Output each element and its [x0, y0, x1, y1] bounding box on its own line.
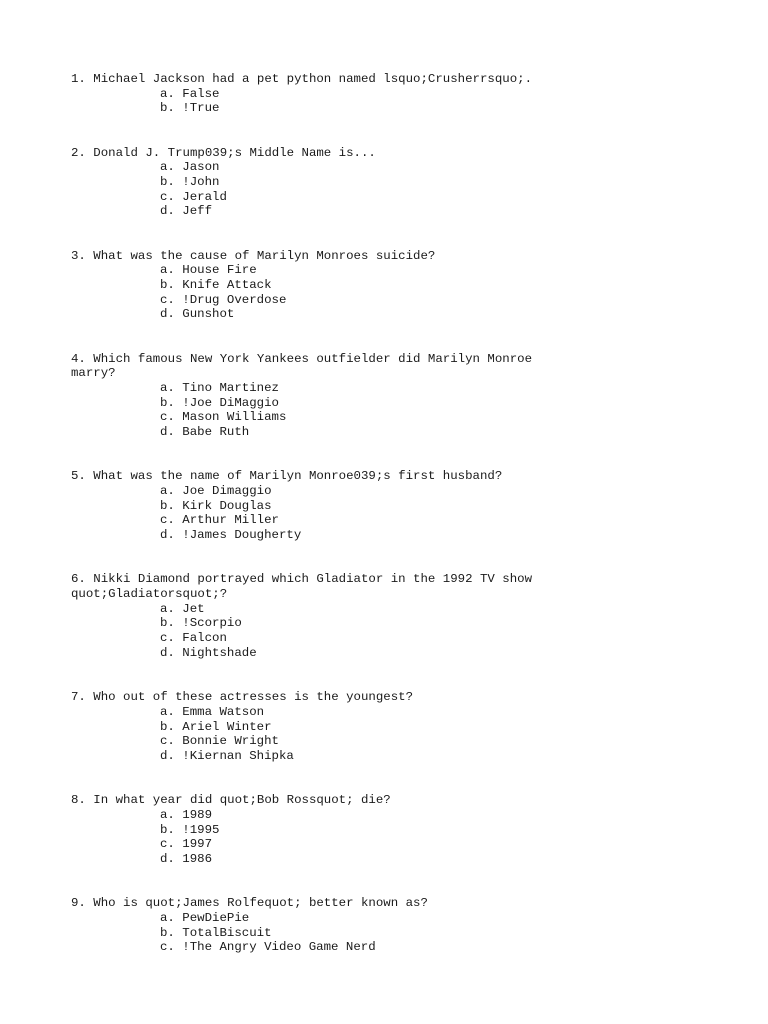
answer-option: d. !Kiernan Shipka	[160, 748, 294, 763]
answer-option: a. 1989	[160, 807, 213, 822]
answer-option: b. !Scorpio	[160, 616, 242, 631]
answer-option: a. PewDiePie	[160, 910, 250, 925]
answer-option: b. Kirk Douglas	[160, 498, 272, 513]
answer-option: b. Knife Attack	[160, 278, 272, 293]
question-text: 6. Nikki Diamond portrayed which Gladiator in the 1992 TV show quot;Gladiatorsquot;?	[71, 572, 540, 602]
answer-option: c. Mason Williams	[160, 410, 287, 425]
answer-option: c. Arthur Miller	[160, 513, 279, 528]
answer-option: c. 1997	[160, 837, 213, 852]
answer-option: b. Ariel Winter	[160, 719, 272, 734]
answer-options	[71, 911, 751, 955]
answer-option: c. Bonnie Wright	[160, 734, 279, 749]
quiz-list	[71, 72, 751, 984]
question-6	[71, 572, 751, 660]
answer-option: d. Jeff	[160, 204, 213, 219]
question-text: 7. Who out of these actresses is the youngest?	[71, 690, 414, 705]
answer-option: a. Joe Dimaggio	[160, 484, 272, 499]
question-text: 5. What was the name of Marilyn Monroe039;s first husband?	[71, 469, 503, 484]
answer-option: b. !Joe DiMaggio	[160, 395, 279, 410]
answer-option: a. Jet	[160, 601, 205, 616]
answer-options	[71, 263, 751, 322]
question-1	[71, 72, 751, 116]
answer-option: b. !1995	[160, 822, 220, 837]
answer-option: c. Jerald	[160, 189, 227, 204]
answer-option: b. TotalBiscuit	[160, 925, 272, 940]
question-text: 2. Donald J. Trump039;s Middle Name is...	[71, 145, 376, 160]
question-text: 3. What was the cause of Marilyn Monroes suicide?	[71, 248, 436, 263]
answer-option: c. !Drug Overdose	[160, 292, 287, 307]
answer-options	[71, 705, 751, 764]
answer-option: d. !James Dougherty	[160, 528, 302, 543]
question-8	[71, 793, 751, 867]
question-text: 9. Who is quot;James Rolfequot; better known as?	[71, 896, 428, 911]
answer-option: a. Emma Watson	[160, 704, 265, 719]
answer-options	[71, 484, 751, 543]
question-text: 1. Michael Jackson had a pet python named lsquo;Crusherrsquo;.	[71, 72, 533, 86]
answer-options	[71, 87, 751, 116]
question-5	[71, 469, 751, 543]
question-9	[71, 896, 751, 955]
answer-option: d. 1986	[160, 851, 213, 866]
answer-options	[71, 808, 751, 867]
answer-option: d. Babe Ruth	[160, 425, 250, 440]
answer-option: d. Gunshot	[160, 307, 235, 322]
answer-option: a. Jason	[160, 160, 220, 175]
answer-options	[71, 602, 751, 661]
answer-option: a. House Fire	[160, 263, 257, 278]
question-3	[71, 249, 751, 323]
answer-option: b. !John	[160, 175, 220, 190]
question-text: 8. In what year did quot;Bob Rossquot; die?	[71, 793, 391, 808]
question-4	[71, 352, 751, 440]
answer-option: a. False	[160, 86, 220, 101]
answer-option: c. Falcon	[160, 631, 227, 646]
question-text: 4. Which famous New York Yankees outfielder did Marilyn Monroe marry?	[71, 351, 540, 381]
question-2	[71, 146, 751, 220]
answer-option: b. !True	[160, 101, 220, 116]
question-7	[71, 690, 751, 764]
answer-option: a. Tino Martinez	[160, 381, 279, 396]
answer-options	[71, 160, 751, 219]
answer-option: c. !The Angry Video Game Nerd	[160, 940, 376, 955]
answer-options	[71, 381, 751, 440]
answer-option: d. Nightshade	[160, 645, 257, 660]
